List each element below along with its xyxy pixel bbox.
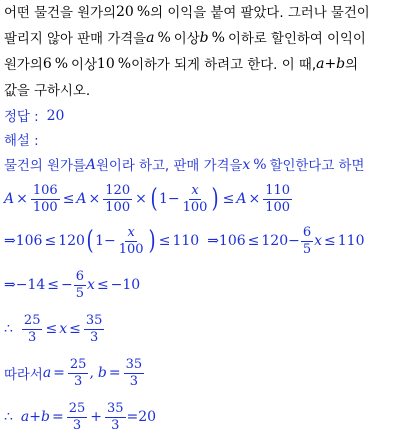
- variable-A: A: [76, 191, 87, 207]
- left-paren: (: [86, 226, 94, 256]
- times-sign: ×: [88, 191, 101, 207]
- solution-text: 원이라 하고, 판매 가격을: [96, 159, 243, 174]
- fraction-35-3: $\frac{35}{3}$: [85, 312, 103, 345]
- solution-text: 할인한다고 하면: [269, 159, 365, 174]
- le-sign: ≤: [62, 191, 75, 207]
- problem-text: 원가의: [4, 58, 43, 73]
- le-sign: ≤: [247, 233, 260, 249]
- variable-b: b: [199, 29, 209, 46]
- implies-arrow: ⇒: [4, 233, 16, 249]
- solution-label-line: [4, 130, 39, 149]
- one-minus: 1−: [159, 191, 180, 207]
- problem-text: 의 이익을 붙여 팔았다. 그러나 물건이: [150, 6, 370, 21]
- percent-sign: %: [136, 3, 151, 20]
- equation-6: [4, 398, 156, 436]
- fraction-6-5: $\frac{6}{5}$: [302, 224, 312, 257]
- fraction-6-5: $\frac{6}{5}$: [75, 268, 85, 301]
- expression-a-plus-b: a+b: [316, 55, 346, 72]
- variable-A: A: [85, 156, 96, 173]
- variable-A: A: [4, 191, 15, 207]
- solution-text: 물건의 원가를: [4, 159, 86, 174]
- implies-arrow: ⇒: [207, 233, 219, 249]
- problem-number: 20: [116, 3, 134, 20]
- fraction-35-3: $\frac{35}{3}$: [125, 356, 143, 389]
- value: 106: [218, 233, 246, 249]
- le-sign: ≤: [324, 233, 336, 249]
- le-sign: ≤: [222, 191, 235, 207]
- equation-5: [4, 354, 145, 392]
- therefore-sign: ∴: [4, 321, 13, 337]
- fraction-25-3: $\frac{25}{3}$: [69, 356, 87, 389]
- variable-b: b: [97, 365, 107, 381]
- implies-arrow: ⇒: [4, 277, 16, 293]
- variable-A: A: [236, 191, 247, 207]
- final-result: =20: [126, 409, 157, 425]
- value: 106: [15, 233, 43, 249]
- problem-text: 이상: [71, 58, 97, 73]
- times-sign: ×: [248, 191, 261, 207]
- variable-x: x: [59, 321, 68, 337]
- comma: ,: [89, 365, 94, 381]
- percent-sign: %: [117, 55, 132, 72]
- right-paren: ): [148, 226, 156, 256]
- equation-3: [4, 266, 140, 304]
- variable-x: x: [242, 156, 251, 173]
- plus-sign: +: [90, 409, 102, 425]
- fraction-25-3: $\frac{25}{3}$: [23, 312, 41, 345]
- equals-sign: =: [108, 365, 121, 381]
- variable-x: x: [314, 233, 323, 249]
- value: −14: [15, 277, 46, 293]
- problem-line-4: [4, 80, 90, 99]
- answer-value: 20: [46, 107, 65, 124]
- variable-x: x: [87, 277, 95, 293]
- problem-text: 이하로 할인하여 이익이: [227, 32, 366, 47]
- percent-sign: %: [157, 29, 171, 46]
- le-sign: ≤: [158, 233, 171, 249]
- le-sign: ≤: [69, 321, 81, 337]
- percent-sign: %: [54, 55, 69, 72]
- answer-line: [4, 106, 64, 125]
- problem-text: 의: [345, 58, 359, 73]
- equals-sign: =: [53, 365, 65, 381]
- fraction-110-100: $\frac{110}{100}$: [265, 182, 291, 215]
- equals-sign: =: [51, 409, 64, 425]
- value: 110: [172, 233, 200, 249]
- problem-line-3: [4, 54, 358, 73]
- le-sign: ≤: [47, 277, 60, 293]
- value: 120: [58, 233, 85, 249]
- fraction-35-3: $\frac{35}{3}$: [106, 400, 124, 433]
- problem-line-1: [4, 2, 370, 21]
- problem-number: 6: [42, 55, 52, 72]
- fraction-x-100: $\frac{x}{100}$: [118, 224, 144, 257]
- solution-label: 해설 :: [4, 134, 39, 149]
- value: −10: [110, 277, 141, 293]
- le-sign: ≤: [96, 277, 109, 293]
- therefore-sign: ∴: [4, 409, 13, 425]
- solution-intro: [4, 155, 364, 174]
- problem-text: 팔리지 않아 판매 가격을: [4, 32, 147, 47]
- right-paren: ): [211, 184, 220, 214]
- percent-sign: %: [253, 156, 267, 173]
- percent-sign: %: [211, 29, 225, 46]
- problem-text: 어떤 물건을 원가의: [4, 6, 116, 21]
- problem-text: 이하가 되게 하려고 한다. 이 때,: [131, 58, 317, 73]
- problem-text: 이상: [173, 32, 200, 47]
- le-sign: ≤: [45, 321, 58, 337]
- answer-label: 정답 :: [4, 110, 39, 125]
- fraction-120-100: $\frac{120}{100}$: [105, 182, 131, 215]
- fraction-25-3: $\frac{25}{3}$: [68, 400, 86, 433]
- problem-number: 10: [96, 55, 115, 72]
- equation-1: [4, 180, 293, 218]
- times-sign: ×: [135, 191, 147, 207]
- solution-text: 따라서: [4, 367, 43, 383]
- problem-text: 값을 구하시오.: [4, 84, 91, 99]
- minus-sign: −: [61, 277, 73, 293]
- le-sign: ≤: [44, 233, 57, 249]
- equation-2: [4, 222, 365, 260]
- variable-a: a: [42, 365, 52, 381]
- fraction-x-100: $\frac{x}{100}$: [182, 182, 208, 215]
- left-paren: (: [150, 184, 158, 214]
- fraction-106-100: $\frac{106}{100}$: [32, 182, 58, 215]
- value: 110: [337, 233, 365, 249]
- variable-a: a: [146, 29, 155, 46]
- times-sign: ×: [16, 191, 28, 207]
- equation-4: [4, 310, 105, 348]
- one-minus: 1−: [95, 233, 116, 249]
- value: 120−: [261, 233, 300, 249]
- problem-line-2: [4, 28, 366, 47]
- expression-a-plus-b: a+b: [20, 409, 50, 425]
